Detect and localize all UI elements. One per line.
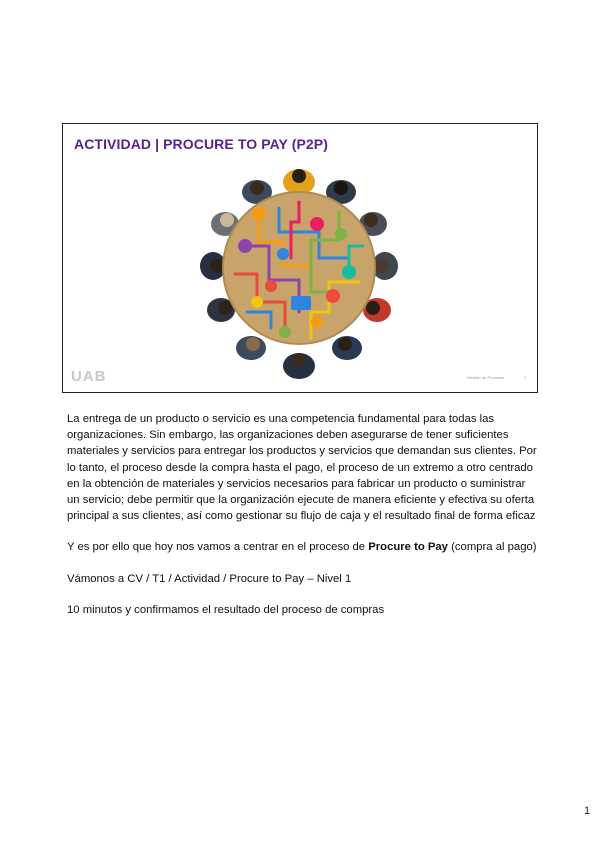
uab-logo: UAB <box>71 368 107 385</box>
slide-footer-text: Gestión de Procesos <box>467 375 505 380</box>
notes-paragraph-2-end: (compra al pago) <box>447 541 537 554</box>
notes-paragraph-4: 10 minutos y confirmamos el resultado del proceso de compras <box>67 603 385 616</box>
speaker-notes <box>67 411 537 618</box>
notes-paragraph-1: La entrega de un producto o servicio es una competencia fundamental para todas las organizaciones. Sin embargo, las organizaciones deben asegurarse de tener suficientes materiales y servicios para entregar los productos y servicios que demandan sus clientes. Por lo tanto, el proceso desde la compra hasta el pago, el proceso de un extremo a otro centrado en la obtención de materiales y servicios necesarios para fabricar un producto o suministrar un servicio; debe permitir que la organización ejecute de manera eficiente y efectiva su oferta principal a sus clientes, así como gestionar su flujo de caja y el resultado final de forma eficaz <box>67 413 537 523</box>
notes-paragraph-2-start: Y es por ello que hoy nos vamos a centrar en el proceso de <box>67 541 369 554</box>
slide-number: 7 <box>524 375 527 380</box>
notes-paragraph-2 <box>67 539 537 555</box>
notes-paragraph-3: Vámonos a CV / T1 / Actividad / Procure to Pay – Nivel 1 <box>67 572 352 585</box>
page-number: 1 <box>584 805 591 817</box>
round-table-team-illustration <box>199 162 399 386</box>
slide-title: ACTIVIDAD | PROCURE TO PAY (P2P) <box>74 136 328 152</box>
slide-thumbnail <box>62 123 538 393</box>
procure-to-pay-bold: Procure to Pay <box>368 541 448 554</box>
